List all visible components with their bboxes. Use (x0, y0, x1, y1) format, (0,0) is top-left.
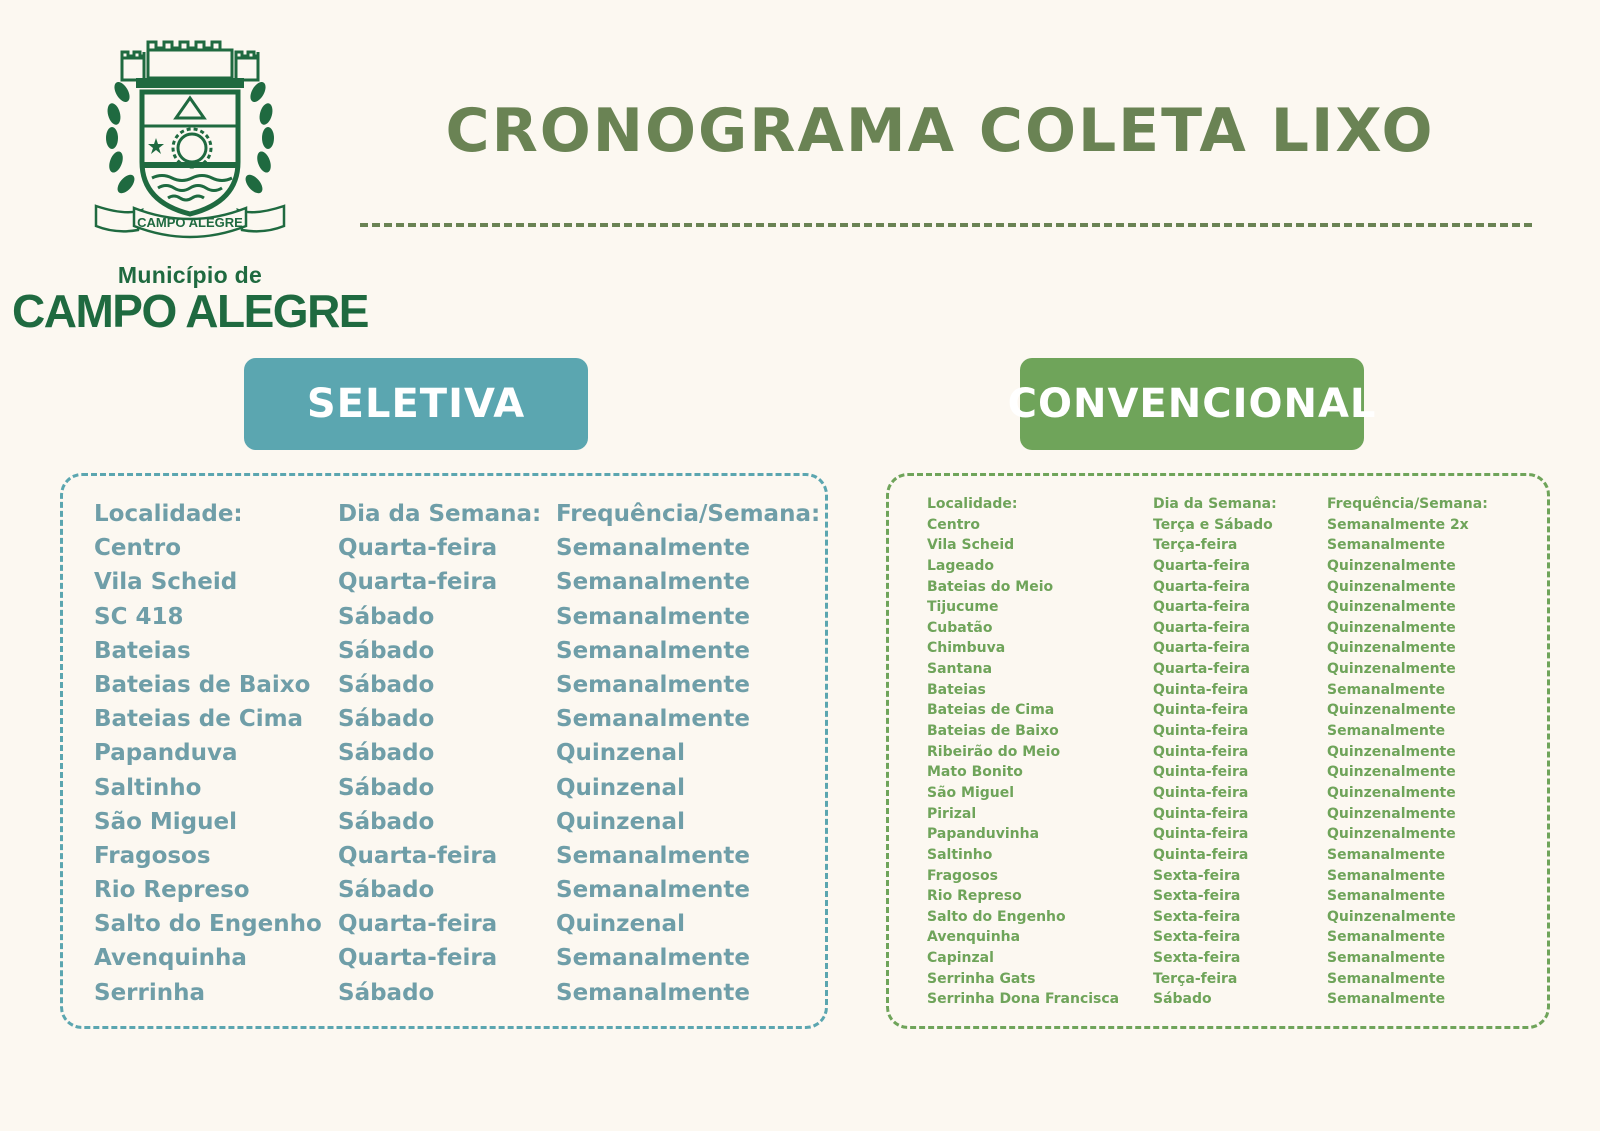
seletiva-header-row (94, 497, 820, 531)
convencional-localidade-cell: Fragosos (927, 867, 998, 884)
convencional-localidade-cell: Pirizal (927, 805, 977, 822)
convencional-frequencia-cell: Quinzenalmente (1327, 578, 1456, 595)
convencional-frequencia-cell: Semanalmente (1327, 723, 1446, 740)
seletiva-localidade-cell: Bateias de Cima (94, 706, 304, 733)
convencional-frequencia-cell: Quinzenalmente (1327, 764, 1456, 781)
seletiva-localidade-cell: Papanduva (94, 740, 238, 767)
convencional-table-row (927, 577, 1488, 598)
convencional-schedule-table (927, 494, 1488, 1010)
convencional-table-row (927, 845, 1488, 866)
seletiva-frequencia-cell: Semanalmente (556, 842, 750, 869)
page-title: CRONOGRAMA COLETA LIXO (445, 96, 1435, 166)
convencional-table-row (927, 556, 1488, 577)
convencional-dia-cell: Sexta-feira (1153, 950, 1241, 967)
convencional-localidade-cell: Salto do Engenho (927, 908, 1066, 925)
convencional-table-row (927, 907, 1488, 928)
convencional-frequencia-cell: Quinzenalmente (1327, 640, 1456, 657)
convencional-frequencia-cell: Semanalmente (1327, 950, 1446, 967)
convencional-dia-cell: Quinta-feira (1153, 846, 1249, 863)
convencional-localidade-cell: Vila Scheid (927, 537, 1015, 554)
seletiva-frequencia-header: Frequência/Semana: (556, 501, 821, 527)
convencional-frequencia-cell: Quinzenalmente (1327, 743, 1456, 760)
seletiva-frequencia-cell: Quinzenal (556, 740, 685, 767)
seletiva-localidade-cell: Salto do Engenho (94, 911, 322, 938)
convencional-table-row (927, 680, 1488, 701)
seletiva-localidade-cell: Bateias de Baixo (94, 671, 311, 698)
seletiva-dia-cell: Sábado (338, 774, 435, 801)
seletiva-frequencia-cell: Semanalmente (556, 945, 750, 972)
convencional-localidade-cell: Tijucume (927, 599, 999, 616)
convencional-table-row (927, 742, 1488, 763)
convencional-frequencia-cell: Semanalmente (1327, 867, 1446, 884)
convencional-table-row (927, 638, 1488, 659)
convencional-frequencia-cell: Semanalmente (1327, 929, 1446, 946)
convencional-frequencia-cell: Quinzenalmente (1327, 619, 1456, 636)
seletiva-dia-cell: Sábado (338, 808, 435, 835)
seletiva-frequencia-cell: Semanalmente (556, 637, 750, 664)
convencional-table-row (927, 866, 1488, 887)
seletiva-table-row (94, 805, 820, 839)
seletiva-dia-cell: Sábado (338, 877, 435, 904)
convencional-frequencia-cell: Quinzenalmente (1327, 805, 1456, 822)
convencional-table-row (927, 659, 1488, 680)
convencional-localidade-cell: Rio Represo (927, 888, 1022, 905)
seletiva-header-badge: SELETIVA (244, 358, 588, 450)
convencional-table-row (927, 618, 1488, 639)
seletiva-table-row (94, 634, 820, 668)
seletiva-table-row (94, 668, 820, 702)
convencional-frequencia-cell: Semanalmente (1327, 846, 1446, 863)
seletiva-frequencia-cell: Semanalmente (556, 979, 750, 1006)
seletiva-table-row (94, 736, 820, 770)
seletiva-table-row (94, 565, 820, 599)
seletiva-frequencia-cell: Quinzenal (556, 911, 685, 938)
seletiva-table-row (94, 600, 820, 634)
convencional-localidade-cell: Saltinho (927, 846, 993, 863)
seletiva-dia-cell: Sábado (338, 979, 435, 1006)
convencional-frequencia-cell: Semanalmente (1327, 970, 1446, 987)
convencional-frequencia-cell: Quinzenalmente (1327, 557, 1456, 574)
seletiva-table-row (94, 771, 820, 805)
convencional-table-row (927, 969, 1488, 990)
convencional-table-row (927, 535, 1488, 556)
convencional-frequencia-cell: Semanalmente 2x (1327, 516, 1469, 533)
convencional-dia-cell: Quarta-feira (1153, 619, 1250, 636)
seletiva-table-row (94, 839, 820, 873)
convencional-localidade-cell: São Miguel (927, 784, 1015, 801)
seletiva-frequencia-cell: Semanalmente (556, 877, 750, 904)
seletiva-dia-da-semana-header: Dia da Semana: (338, 501, 542, 527)
convencional-table-row (927, 824, 1488, 845)
seletiva-frequencia-cell: Semanalmente (556, 671, 750, 698)
convencional-frequencia-cell: Quinzenalmente (1327, 826, 1456, 843)
seletiva-table-row (94, 907, 820, 941)
convencional-dia-cell: Terça-feira (1153, 970, 1238, 987)
convencional-dia-cell: Quarta-feira (1153, 661, 1250, 678)
convencional-frequencia-cell: Semanalmente (1327, 681, 1446, 698)
seletiva-dia-cell: Sábado (338, 706, 435, 733)
convencional-frequencia-cell: Semanalmente (1327, 991, 1446, 1008)
convencional-dia-cell: Quinta-feira (1153, 805, 1249, 822)
municipio-label: Município de (117, 262, 263, 288)
seletiva-localidade-cell: Serrinha (94, 979, 206, 1006)
convencional-frequencia-cell: Quinzenalmente (1327, 661, 1456, 678)
convencional-localidade-cell: Capinzal (927, 950, 994, 967)
seletiva-frequencia-cell: Semanalmente (556, 603, 750, 630)
convencional-dia-cell: Sábado (1153, 991, 1212, 1008)
convencional-frequencia-cell: Semanalmente (1327, 537, 1446, 554)
convencional-table-row (927, 989, 1488, 1010)
convencional-localidade-cell: Serrinha Gats (927, 970, 1036, 987)
seletiva-localidade-cell: Saltinho (94, 774, 202, 801)
convencional-localidade-cell: Bateias de Baixo (927, 723, 1059, 740)
convencional-table-row (927, 804, 1488, 825)
convencional-localidade-cell: Papanduvinha (927, 826, 1040, 843)
seletiva-localidade-header: Localidade: (94, 501, 243, 527)
seletiva-schedule-table (94, 497, 820, 1010)
seletiva-table-row (94, 873, 820, 907)
convencional-header-badge: CONVENCIONAL (1020, 358, 1364, 450)
convencional-localidade-cell: Santana (927, 661, 993, 678)
seletiva-table-row (94, 976, 820, 1010)
coat-of-arms-logo (92, 22, 288, 246)
convencional-localidade-cell: Ribeirão do Meio (927, 743, 1061, 760)
convencional-table-row (927, 948, 1488, 969)
seletiva-dia-cell: Sábado (338, 671, 435, 698)
seletiva-localidade-cell: São Miguel (94, 808, 237, 835)
seletiva-dia-cell: Quarta-feira (338, 911, 498, 938)
convencional-frequencia-cell: Quinzenalmente (1327, 908, 1456, 925)
convencional-frequencia-cell: Semanalmente (1327, 888, 1446, 905)
seletiva-dia-cell: Quarta-feira (338, 945, 498, 972)
convencional-localidade-cell: Mato Bonito (927, 764, 1023, 781)
seletiva-frequencia-cell: Quinzenal (556, 774, 685, 801)
seletiva-dia-cell: Sábado (338, 603, 435, 630)
title-divider (360, 223, 1532, 227)
convencional-dia-cell: Quarta-feira (1153, 640, 1250, 657)
convencional-dia-cell: Quarta-feira (1153, 557, 1250, 574)
convencional-dia-cell: Quinta-feira (1153, 764, 1249, 781)
convencional-frequencia-cell: Quinzenalmente (1327, 784, 1456, 801)
convencional-table-row (927, 886, 1488, 907)
seletiva-dia-cell: Sábado (338, 740, 435, 767)
convencional-dia-cell: Sexta-feira (1153, 908, 1241, 925)
seletiva-table-row (94, 531, 820, 565)
ribbon-text: CAMPO ALEGRE (137, 215, 243, 230)
seletiva-localidade-cell: SC 418 (94, 603, 184, 630)
convencional-table-row (927, 783, 1488, 804)
convencional-dia-cell: Quinta-feira (1153, 681, 1249, 698)
convencional-table-row (927, 515, 1488, 536)
seletiva-dia-cell: Quarta-feira (338, 569, 498, 596)
convencional-dia-cell: Quarta-feira (1153, 578, 1250, 595)
convencional-frequencia-cell: Quinzenalmente (1327, 599, 1456, 616)
convencional-dia-da-semana-header: Dia da Semana: (1153, 496, 1277, 512)
convencional-localidade-cell: Bateias de Cima (927, 702, 1055, 719)
convencional-dia-cell: Sexta-feira (1153, 867, 1241, 884)
municipio-name: CAMPO ALEGRE (12, 285, 368, 337)
convencional-localidade-header: Localidade: (927, 496, 1018, 512)
convencional-dia-cell: Quarta-feira (1153, 599, 1250, 616)
convencional-localidade-cell: Bateias do Meio (927, 578, 1054, 595)
convencional-table-row (927, 700, 1488, 721)
convencional-table-row (927, 927, 1488, 948)
convencional-dia-cell: Sexta-feira (1153, 929, 1241, 946)
seletiva-frequencia-cell: Semanalmente (556, 535, 750, 562)
convencional-dia-cell: Quinta-feira (1153, 723, 1249, 740)
seletiva-localidade-cell: Centro (94, 535, 181, 562)
seletiva-frequencia-cell: Quinzenal (556, 808, 685, 835)
seletiva-localidade-cell: Vila Scheid (94, 569, 238, 596)
seletiva-localidade-cell: Fragosos (94, 842, 211, 869)
convencional-localidade-cell: Lageado (927, 557, 994, 574)
convencional-table-row (927, 597, 1488, 618)
seletiva-table-row (94, 941, 820, 975)
convencional-frequencia-header: Frequência/Semana: (1327, 496, 1488, 512)
seletiva-localidade-cell: Avenquinha (94, 945, 247, 972)
convencional-dia-cell: Terça-feira (1153, 537, 1238, 554)
convencional-localidade-cell: Avenquinha (927, 929, 1021, 946)
convencional-table-row (927, 721, 1488, 742)
convencional-table-row (927, 762, 1488, 783)
convencional-localidade-cell: Cubatão (927, 619, 993, 636)
seletiva-localidade-cell: Bateias (94, 637, 191, 664)
convencional-localidade-cell: Bateias (927, 681, 986, 698)
seletiva-frequencia-cell: Semanalmente (556, 569, 750, 596)
convencional-header-row (927, 494, 1488, 515)
seletiva-dia-cell: Quarta-feira (338, 535, 498, 562)
seletiva-dia-cell: Quarta-feira (338, 842, 498, 869)
convencional-dia-cell: Quinta-feira (1153, 826, 1249, 843)
seletiva-frequencia-cell: Semanalmente (556, 706, 750, 733)
convencional-localidade-cell: Centro (927, 516, 980, 533)
convencional-dia-cell: Terça e Sábado (1153, 516, 1273, 533)
convencional-localidade-cell: Chimbuva (927, 640, 1006, 657)
seletiva-localidade-cell: Rio Represo (94, 877, 250, 904)
convencional-localidade-cell: Serrinha Dona Francisca (927, 991, 1120, 1008)
convencional-dia-cell: Quinta-feira (1153, 743, 1249, 760)
seletiva-table-row (94, 702, 820, 736)
seletiva-dia-cell: Sábado (338, 637, 435, 664)
convencional-frequencia-cell: Quinzenalmente (1327, 702, 1456, 719)
convencional-dia-cell: Quinta-feira (1153, 784, 1249, 801)
convencional-dia-cell: Quinta-feira (1153, 702, 1249, 719)
convencional-dia-cell: Sexta-feira (1153, 888, 1241, 905)
